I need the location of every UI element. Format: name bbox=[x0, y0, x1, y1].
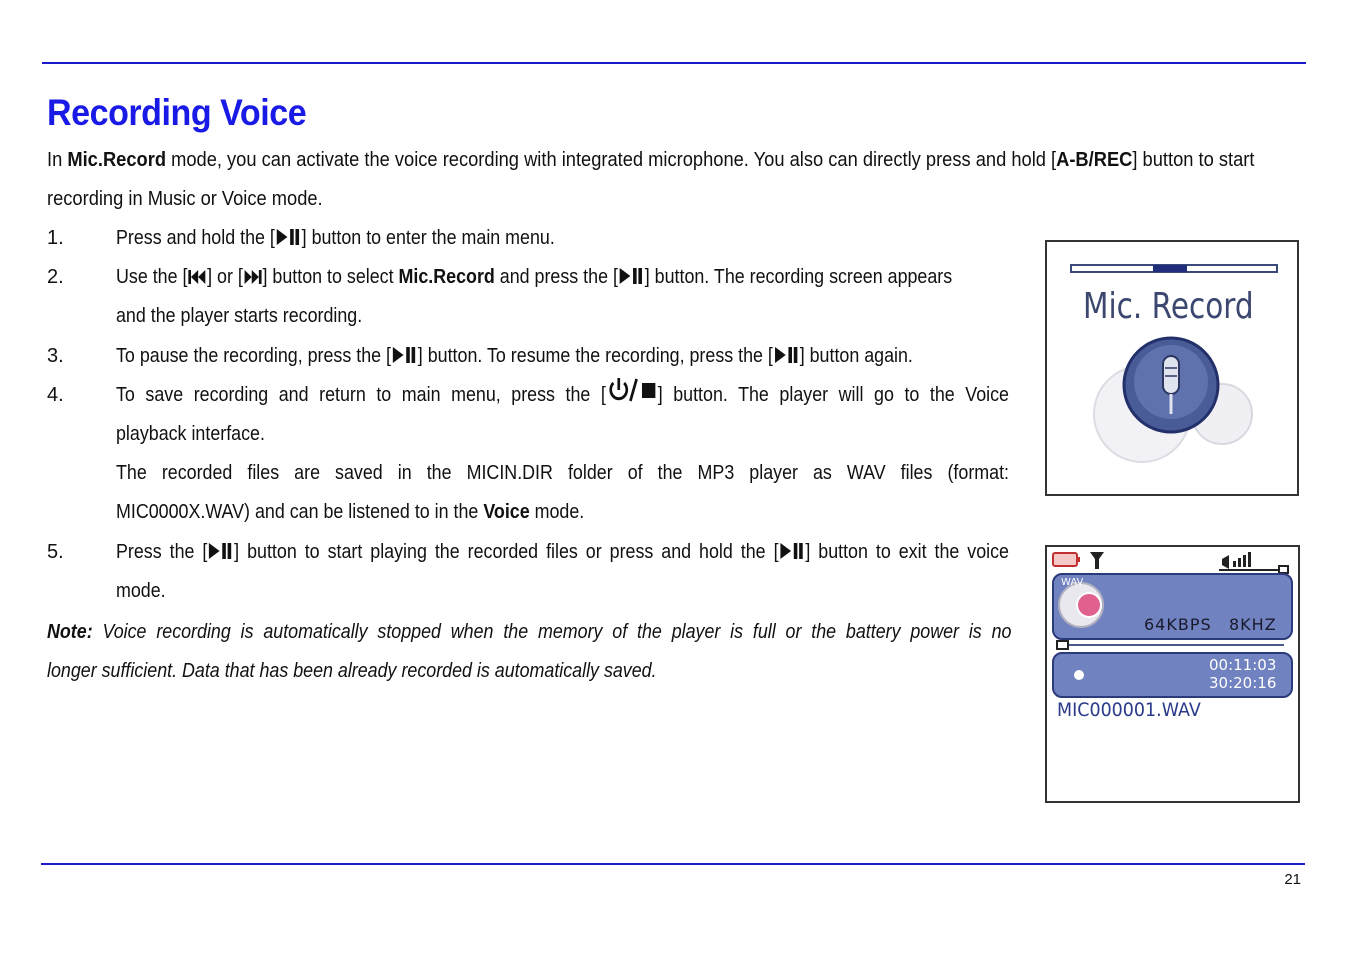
step-text: The recorded files are saved in the MICIN.DIR folder of the MP3 player as WAV files (format: bbox=[116, 462, 1009, 484]
step-number: 5. bbox=[47, 541, 64, 563]
recording-screen bbox=[1045, 545, 1300, 803]
time-total: 30:20:16 bbox=[1209, 674, 1277, 692]
step-text: ] button to select bbox=[262, 266, 399, 288]
step-text: MIC0000X.WAV) and can be listened to in the bbox=[116, 501, 484, 523]
play-pause-icon bbox=[391, 346, 418, 364]
step-text: ] button to enter the main menu. bbox=[301, 227, 555, 249]
step-text: mode. bbox=[529, 501, 585, 523]
time-elapsed: 00:11:03 bbox=[1209, 656, 1277, 674]
play-pause-icon bbox=[773, 346, 800, 364]
bitrate-label: 64KBPS bbox=[1144, 615, 1212, 634]
step-text: and the player starts recording. bbox=[116, 305, 363, 327]
intro-text-1: In bbox=[47, 149, 68, 171]
step-text: To pause the recording, press the [ bbox=[116, 345, 392, 367]
power-stop-icon bbox=[606, 377, 658, 403]
note-text: Voice recording is automatically stopped when the memory of the player is full or the battery power is no bbox=[92, 621, 1012, 643]
previous-icon bbox=[187, 269, 207, 285]
step-text: ] button to start playing the recorded files or press and hold the [ bbox=[234, 541, 779, 563]
step-number: 2. bbox=[47, 266, 64, 288]
step-text: Press the [ bbox=[116, 541, 208, 563]
note-paragraph bbox=[47, 613, 1011, 691]
intro-bold-1: Mic.Record bbox=[67, 149, 167, 171]
page-number: 21 bbox=[1284, 871, 1301, 888]
step-text: Use the [ bbox=[116, 266, 188, 288]
step-text: mode. bbox=[116, 580, 166, 602]
screen1-label: Mic. Record bbox=[1083, 286, 1254, 327]
step-number: 4. bbox=[47, 384, 64, 406]
mic-record-screen bbox=[1045, 240, 1299, 496]
intro-text-4: recording in Music or Voice mode. bbox=[47, 188, 323, 210]
step-text: ] button. The player will go to the Voice bbox=[657, 384, 1009, 406]
step-bold: Voice bbox=[483, 501, 530, 523]
step-text: playback interface. bbox=[116, 423, 265, 445]
step-body bbox=[116, 533, 1009, 611]
samplerate-label: 8KHZ bbox=[1229, 615, 1277, 634]
note-text-2: longer sufficient. Data that has been already recorded is automatically saved. bbox=[47, 660, 657, 682]
step-body bbox=[116, 376, 1009, 532]
step-number: 1. bbox=[47, 227, 64, 249]
step-body bbox=[116, 219, 1009, 258]
intro-bold-2: A-B/REC bbox=[1056, 149, 1133, 171]
play-pause-icon bbox=[207, 542, 234, 560]
step-text: ] button. The recording screen appears bbox=[644, 266, 953, 288]
step-bold: Mic.Record bbox=[398, 266, 495, 288]
intro-text-3: ] button to start bbox=[1132, 149, 1255, 171]
step-text: To save recording and return to main menu, press the [ bbox=[116, 384, 606, 406]
step-text: ] button. To resume the recording, press the [ bbox=[417, 345, 773, 367]
next-icon bbox=[243, 269, 263, 285]
step-number: 3. bbox=[47, 345, 64, 367]
page-title: Recording Voice bbox=[47, 92, 307, 133]
filename-label: MIC000001.WAV bbox=[1057, 699, 1201, 721]
intro-paragraph bbox=[47, 141, 1301, 219]
top-rule bbox=[42, 62, 1306, 64]
mic-record-illustration bbox=[1047, 242, 1297, 494]
step-text: and press the [ bbox=[494, 266, 618, 288]
step-body bbox=[116, 258, 1009, 336]
bottom-rule bbox=[41, 863, 1305, 865]
intro-text-2: mode, you can activate the voice recording with integrated microphone. You also can directly press and hold [ bbox=[166, 149, 1057, 171]
badge-label: WAV bbox=[1061, 577, 1084, 588]
note-label: Note: bbox=[47, 621, 93, 643]
play-pause-icon bbox=[779, 542, 806, 560]
play-pause-icon bbox=[275, 228, 302, 246]
step-body bbox=[116, 337, 1009, 376]
step-text: Press and hold the [ bbox=[116, 227, 275, 249]
step-text: ] button again. bbox=[799, 345, 913, 367]
step-text: ] button to exit the voice bbox=[805, 541, 1009, 563]
step-text: ] or [ bbox=[207, 266, 243, 288]
play-pause-icon bbox=[618, 267, 645, 285]
